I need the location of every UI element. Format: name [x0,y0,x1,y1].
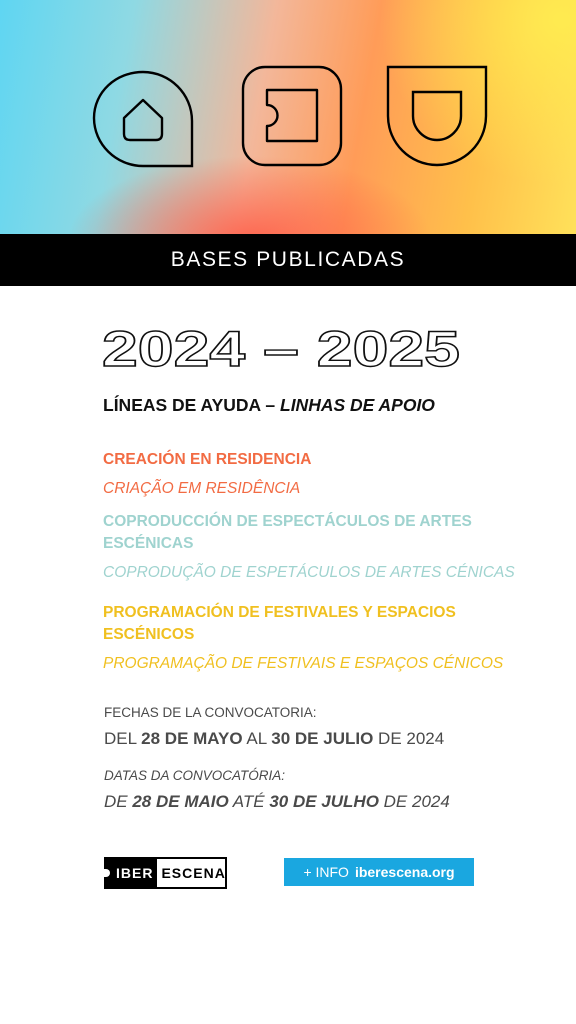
line-item-programacion [103,602,523,675]
info-site: iberescena.org [354,864,455,880]
support-lines-title [103,395,435,416]
dates-pt-post: DE 2024 [378,792,450,811]
line-item-es: CREACIÓN EN RESIDENCIA [103,451,312,468]
line-item-es: PROGRAMACIÓN DE FESTIVALES Y ESPACIOS ESCÉNICOS [103,604,456,643]
lines-title-es: LÍNEAS DE AYUDA [103,395,261,415]
dates-pt-pre: DE [104,792,133,811]
logo-part-escena: ESCENA [161,865,226,881]
lines-title-sep: – [260,395,280,415]
dates-es-mid: AL [242,729,272,748]
dates-es [104,705,444,749]
info-prefix: + INFO [303,864,349,880]
years-title [102,320,502,376]
rounded-square-ticket-icon [240,64,344,168]
dates-pt-start: 28 DE MAIO [132,792,229,811]
shield-icon [385,64,489,168]
dates-es-pre: DEL [104,729,142,748]
dates-pt [104,768,450,812]
dates-es-end: 30 DE JULIO [271,729,374,748]
more-info-link[interactable] [284,858,474,886]
line-item-pt: CRIAÇÃO EM RESIDÊNCIA [103,480,301,497]
years-text: 2024 – 2025 [102,321,460,376]
dates-es-start: 28 DE MAYO [141,729,243,748]
lines-title-pt: LINHAS DE APOIO [280,395,435,415]
house-drop-icon [88,68,198,172]
iberescena-logo [104,857,227,889]
dates-es-range [104,729,444,749]
hero-gradient [0,0,576,234]
dates-es-label: FECHAS DE LA CONVOCATORIA: [104,705,317,720]
dates-pt-range [104,792,450,812]
dates-pt-end: 30 DE JULHO [269,792,379,811]
bases-publicadas-banner [0,234,576,286]
dates-es-post: DE 2024 [373,729,445,748]
dates-pt-label: DATAS DA CONVOCATÓRIA: [104,768,286,783]
line-item-pt: COPRODUÇÃO DE ESPETÁCULOS DE ARTES CÉNICAS [103,564,515,581]
line-item-pt: PROGRAMAÇÃO DE FESTIVAIS E ESPAÇOS CÉNICOS [103,655,504,672]
banner-text: BASES PUBLICADAS [170,248,406,271]
line-item-es: COPRODUCCIÓN DE ESPECTÁCULOS DE ARTES ESCÉNICAS [103,513,472,552]
line-item-creacion [103,449,523,500]
logo-part-iber: IBER [106,859,157,887]
dates-pt-mid: ATÉ [228,792,270,811]
line-item-coproduccion [103,511,523,584]
